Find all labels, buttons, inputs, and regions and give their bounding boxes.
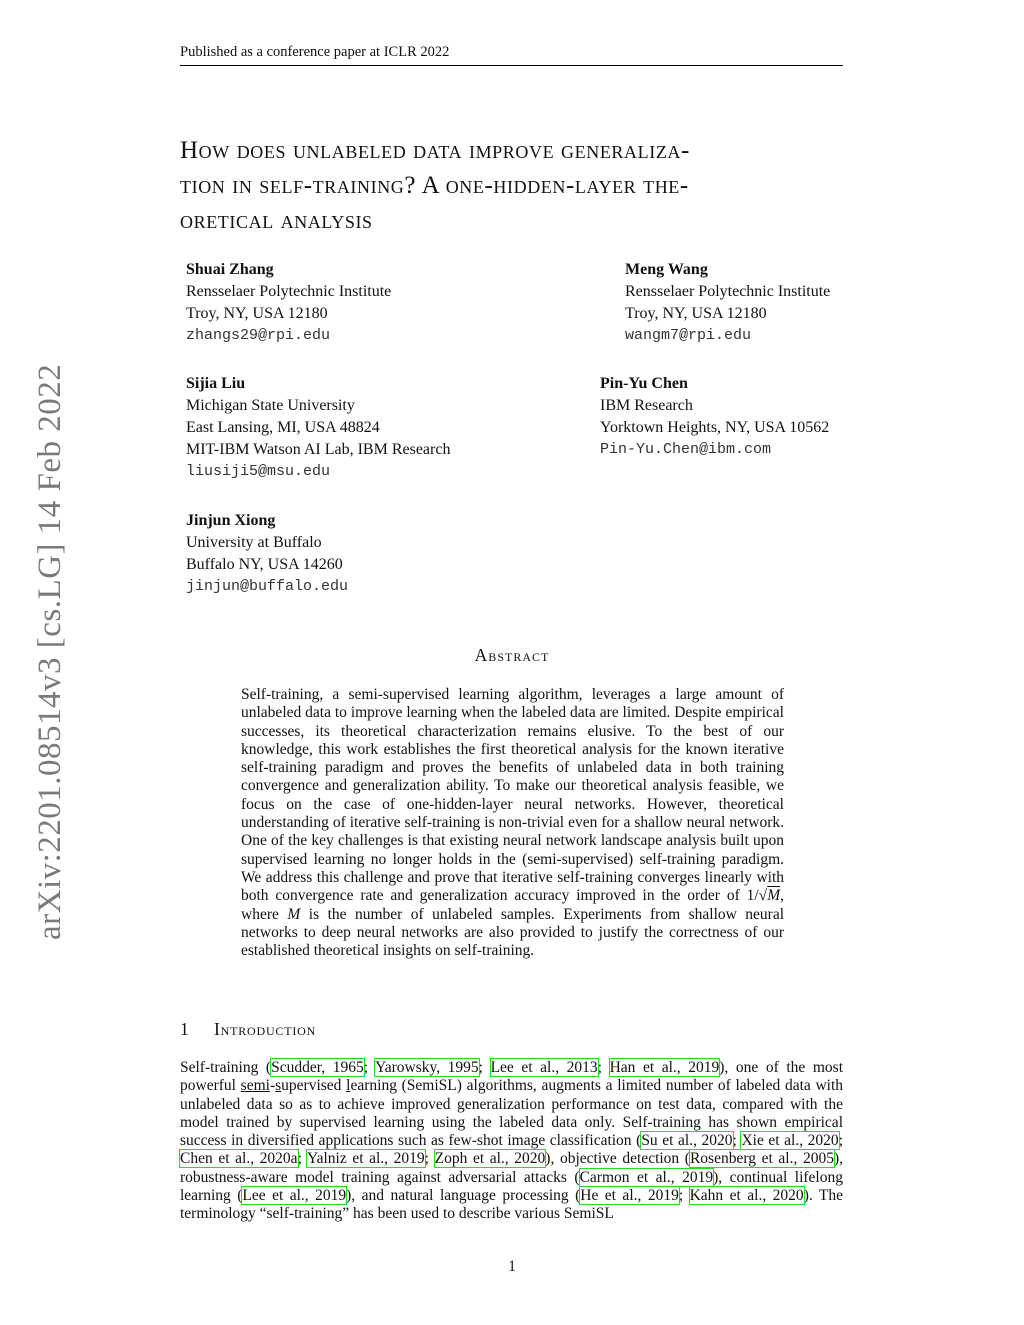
section-heading [180, 1019, 316, 1040]
author-affiliation: University at Buffalo [186, 534, 322, 551]
author-email[interactable]: zhangs29@rpi.edu [186, 327, 331, 344]
intro-paragraph: Self-training (Scudder, 1965; Yarowsky, 1995; Lee et al., 2013; Han et al., 2019), one of the most powerful semi-supervised learning (SemiSL) algorithms, augments a limited number of labeled data with unlabeled data so as to achieve improved generalization performance on test data, compared with the model trained by supervised learning using the labeled data only. Self-training has shown empirical success in diversified applications such as few-shot image classification (Su et al., 2020; Xie et al., 2020; Chen et al., 2020a; Yalniz et al., 2019; Zoph et al., 2020), objective detection (Rosenberg et al., 2005), robustness-aware model training against adversarial attacks (Carmon et al., 2019), continual lifelong learning (Lee et al., 2019), and natural language processing (He et al., 2019; Kahn et al., 2020). The terminology “self-training” has been used to describe various SemiSL [180, 1059, 844, 1223]
text: s [275, 1077, 282, 1095]
page-number: 1 [508, 1258, 516, 1275]
math-variable: M [287, 905, 301, 923]
title-line: tion in self-training? A one-hidden-layer the- [180, 172, 689, 199]
title-line: oretical analysis [180, 207, 373, 234]
author-block [625, 259, 830, 347]
author-address: Troy, NY, USA 12180 [186, 305, 328, 322]
title-line: How does unlabeled data improve generaliza- [180, 137, 690, 164]
author-affiliation: IBM Research [600, 397, 693, 414]
text: l [346, 1077, 351, 1095]
abstract-heading: Abstract [474, 645, 550, 665]
author-email[interactable]: Pin-Yu.Chen@ibm.com [600, 441, 772, 458]
arxiv-watermark: arXiv:2201.08514v3 [cs.LG] 14 Feb 2022 [32, 363, 68, 940]
text: ), continual lifelong learning ( [180, 1168, 843, 1205]
author-affiliation: Michigan State University [186, 397, 355, 414]
author-address: Yorktown Heights, NY, USA 10562 [600, 419, 830, 436]
running-header: Published as a conference paper at ICLR 2022 [180, 44, 843, 66]
text: Self-training ( [180, 1059, 272, 1076]
citation-link[interactable]: Kahn et al., 2020 [689, 1187, 804, 1205]
author-name: Meng Wang [625, 261, 708, 278]
citation-link[interactable]: Han et al., 2019 [609, 1059, 720, 1076]
citation-link[interactable]: Scudder, 1965 [271, 1059, 364, 1076]
paper-title [180, 133, 850, 238]
author-affiliation: MIT-IBM Watson AI Lab, IBM Research [186, 441, 451, 458]
abstract-text: , where [241, 887, 784, 923]
author-address: Troy, NY, USA 12180 [625, 305, 767, 322]
text: ), and natural language processing ( [346, 1187, 581, 1205]
math-expression [747, 887, 781, 904]
citation-link[interactable]: He et al., 2019 [580, 1187, 679, 1205]
section-title: Introduction [214, 1019, 317, 1039]
text: semi [240, 1077, 270, 1095]
author-name: Pin-Yu Chen [600, 375, 688, 392]
citation-link[interactable]: Lee et al., 2013 [490, 1059, 598, 1076]
math-sqrt: 1/√ [746, 887, 768, 905]
citation-link[interactable]: Chen et al., 2020a [180, 1150, 298, 1168]
text: ), robustness-aware model training against adversarial attacks ( [180, 1150, 843, 1186]
text: ), one of the most powerful [180, 1059, 844, 1095]
text: - [269, 1077, 276, 1095]
text: upervised [281, 1077, 342, 1095]
math-variable: M [767, 887, 781, 905]
citation-link[interactable]: Xie et al., 2020 [741, 1132, 839, 1150]
text: ), objective detection ( [545, 1150, 690, 1168]
author-affiliation: Rensselaer Polytechnic Institute [186, 283, 392, 300]
text: ). The terminology “self-training” has been used to describe various SemiSL [180, 1187, 843, 1223]
citation-link[interactable]: Lee et al., 2019 [242, 1187, 347, 1205]
abstract-text: Self-training, a semi-supervised learning algorithm, leverages a large amount of unlabeled data to improve learning when the labeled data are limited. Despite empirical successes, its theoretical characterization remains elusive. To the best of our knowledge, this work establishes the first theoretical analysis for the known iterative self-training paradigm and proves the benefits of unlabeled data in both training convergence and generalization ability. To make our theoretical analysis feasible, we focus on the case of one-hidden-layer neural networks. However, theoretical understanding of iterative self-training is non-trivial even for a shallow neural network. One of the key challenges is that existing neural network landscape analysis built upon supervised learning no longer holds in the (semi-supervised) self-training paradigm. We address this challenge and prove that iterative self-training converges linearly with both convergence rate and generalization accuracy improved in the order of [241, 686, 784, 905]
citation-link[interactable]: Yarowsky, 1995 [375, 1059, 479, 1076]
citation-link[interactable]: Yalniz et al., 2019 [306, 1150, 425, 1168]
author-name: Shuai Zhang [186, 261, 274, 278]
citation-link[interactable]: Zoph et al., 2020 [434, 1150, 546, 1168]
abstract-body [241, 686, 784, 960]
author-email[interactable]: wangm7@rpi.edu [625, 327, 752, 344]
author-block [186, 510, 348, 598]
citation-link[interactable]: Rosenberg et al., 2005 [689, 1150, 834, 1168]
section-number: 1 [180, 1019, 190, 1039]
abstract-text: is the number of unlabeled samples. Experiments from shallow neural networks to deep neural networks are also provided to justify the correctness of our established theoretical insights on self-training. [241, 905, 785, 960]
author-affiliation: Rensselaer Polytechnic Institute [625, 283, 831, 300]
author-address: Buffalo NY, USA 14260 [186, 556, 343, 573]
author-email[interactable]: liusiji5@msu.edu [186, 463, 331, 480]
author-address: East Lansing, MI, USA 48824 [186, 419, 380, 436]
author-block [186, 259, 391, 347]
author-name: Sijia Liu [186, 375, 246, 392]
citation-link[interactable]: Carmon et al., 2019 [579, 1168, 714, 1186]
author-email[interactable]: jinjun@buffalo.edu [186, 578, 349, 595]
text: earning (SemiSL) algorithms, augments a limited number of labeled data with unlabeled data so as to achieve improved generalization performance on test data, compared with the model trained by supervised learning using the labeled data only. Self-training has shown empirical success in diversified applications such as few-shot image classification ( [180, 1077, 844, 1150]
author-block [186, 373, 450, 483]
citation-link[interactable]: Su et al., 2020 [641, 1132, 733, 1150]
author-block [600, 373, 829, 461]
author-name: Jinjun Xiong [186, 512, 276, 529]
